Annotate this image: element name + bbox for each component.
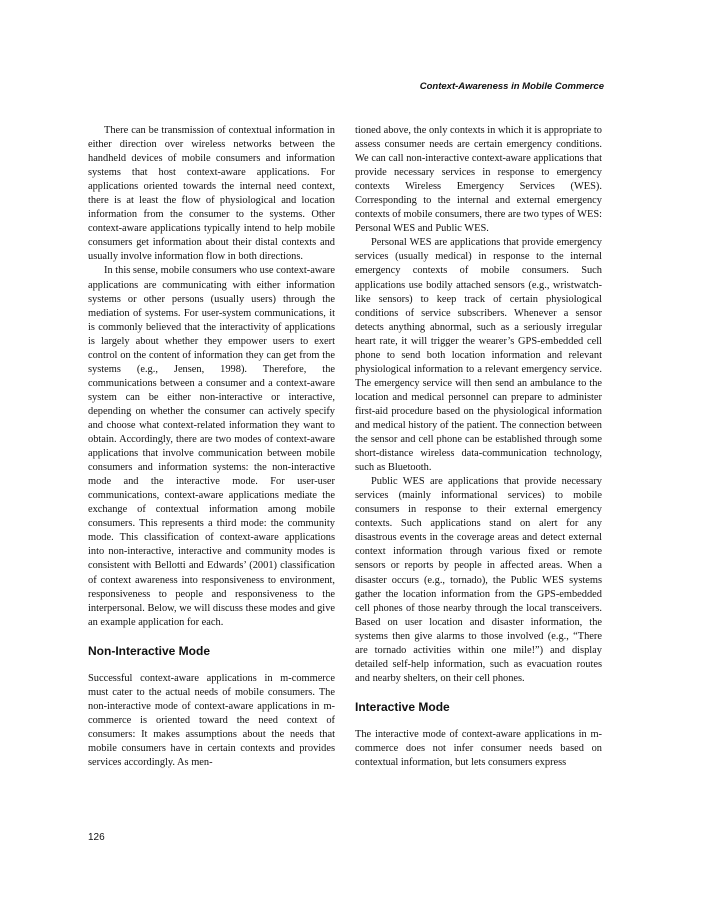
paragraph: Public WES are applications that provide necessary services (mainly informational services) to mobile consumers in response to their external emergency contexts. Such applications stand on alert for any disastrous events in the coverage areas and detect external context information through various fixed or remote sensors or reports by people in affected areas. When a disaster occurs (e.g., tornado), the Public WES systems gather the location information from the GPS-embedded cell phones of those nearby through the local transceivers. Based on user location and disaster information, the systems then give alarms to those involved (e.g., “There are tornado activities within one mile!”) and display detailed self-help information, such as evacuation routes and nearby shelters, on their cell phones.: [355, 476, 602, 684]
section-heading: Interactive Mode: [355, 699, 450, 714]
running-head: Context-Awareness in Mobile Commerce: [419, 81, 604, 92]
left-column: [88, 124, 335, 770]
paragraph: tioned above, the only contexts in which it is appropriate to assess consumer needs are certain emergency conditions. We can call non-interactive context-aware applications that provide necessary services in response to emergency contexts Wireless Emergency Services (WES). Corresponding to the internal and external emergency contexts of mobile consumers, there are two types of WES: Personal WES and Public WES.: [355, 125, 602, 235]
paragraph: The interactive mode of context-aware applications in m-commerce does not infer consumer needs based on contextual information, but lets consumers express: [355, 728, 602, 768]
paragraph: There can be transmission of contextual information in either direction over wireless networks between the handheld devices of mobile consumers and information systems that host context-aware applications. For applications oriented towards the internal need context, there is at least the flow of physiological and location information from the consumer to the systems. Other context-aware applications typically intend to help mobile consumers get information about their distal contexts and usually involve information flow in both directions.: [88, 125, 335, 263]
paragraph: In this sense, mobile consumers who use context-aware applications are communicating with either information systems or other persons (usually users) through the mediation of systems. For user-system communications, it is commonly believed that the interactivity of applications is largely about whether they empower users to exert control on the content of information they can get from the systems (e.g., Jensen, 1998). Therefore, the communications between a consumer and a context-aware system can be either non-interactive or interactive, depending on whether the consumer can actively specify and choose what context-related information they want to obtain. Accordingly, there are two modes of context-aware applications that involve communication between mobile consumers and information systems: the non-interactive mode and the interactive mode. For user-user communications, context-aware applications mediate the exchange of contextual information among mobile consumers. This represents a third mode: the community mode. This classification of context-aware applications into non-interactive, interactive and community modes is consistent with Bellotti and Edwards’ (2001) classification of context awareness into responsiveness to environment, responsiveness to people and responsiveness to the interpersonal. Below, we will discuss these modes and give an example application for each.: [88, 265, 335, 628]
right-column: [355, 124, 602, 770]
page-number: 126: [88, 832, 105, 843]
paragraph: Personal WES are applications that provide emergency services (usually medical) in response to the internal emergency contexts of mobile consumers. Such applications use bodily attached sensors (e.g., wristwatch-like sensors) to keep track of certain physiological conditions of service subscribers. Whenever a sensor detects anything abnormal, such as a seriously irregular heart rate, it will trigger the wearer’s GPS-embedded cell phone to send both location information and relevant physiological information to a relevant emergency service. The emergency service will then send an ambulance to the location and medical personnel can prepare to administer first-aid procedure based on the physiological information and medical history of the patient. The connection between the sensor and cell phone can be established through some short-distance wireless data-communication technology, such as Bluetooth.: [355, 237, 602, 474]
paragraph: Successful context-aware applications in m-commerce must cater to the actual needs of mobile consumers. The non-interactive mode of context-aware applications in m-commerce is oriented toward the need context of consumers: It makes assumptions about the needs that mobile consumers have in certain contexts and provides services accordingly. As men-: [88, 672, 335, 768]
section-heading: Non-Interactive Mode: [88, 643, 211, 658]
